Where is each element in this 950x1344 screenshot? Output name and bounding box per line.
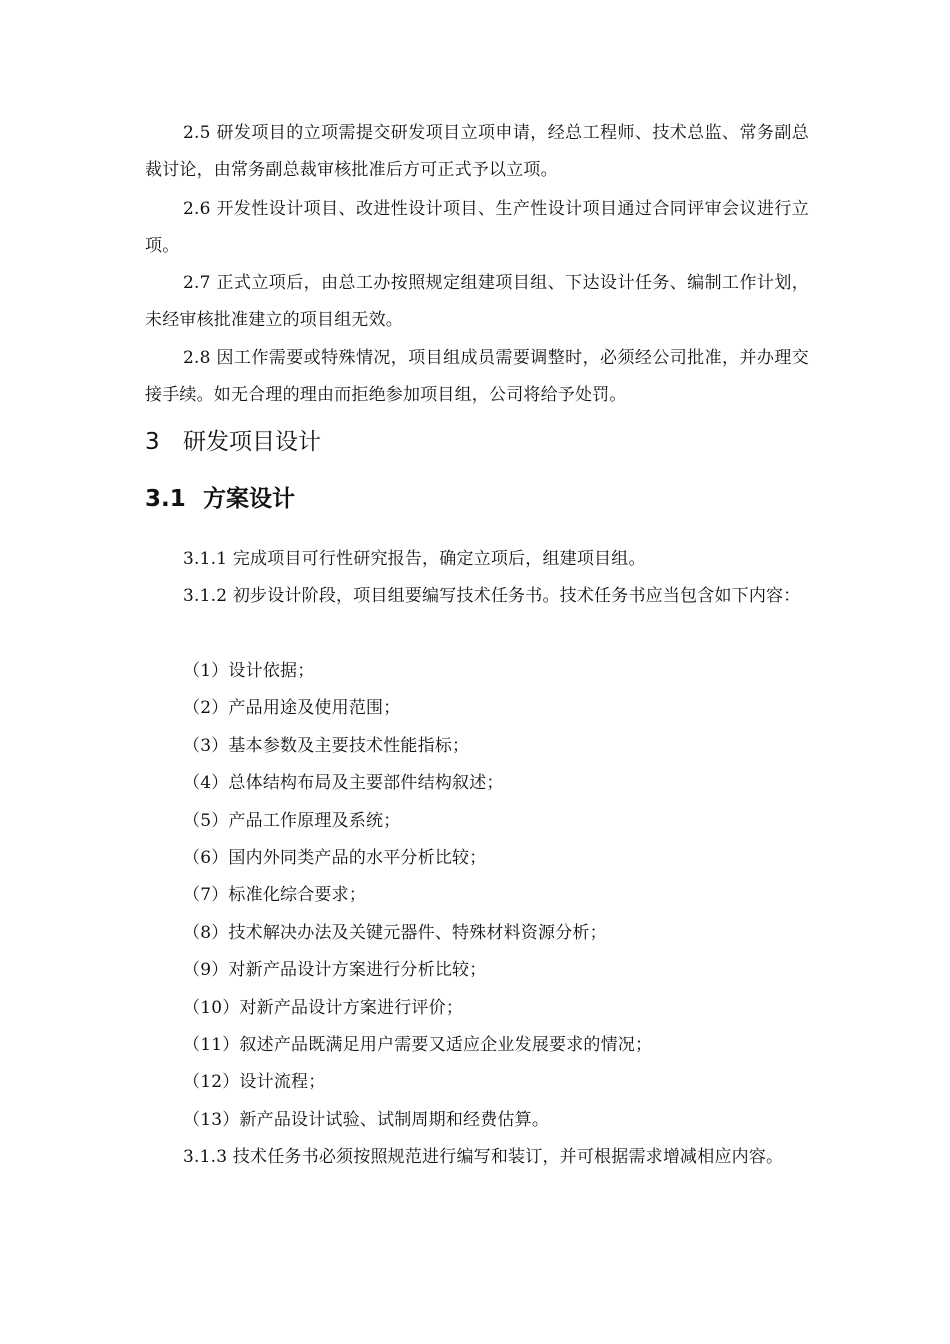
list-item: （2）产品用途及使用范围；	[183, 698, 401, 718]
paragraph-3-1-2: 3.1.2 初步设计阶段，项目组要编写技术任务书。技术任务书应当包含如下内容：	[183, 586, 801, 606]
section-3-1-number: 3.1	[145, 486, 186, 512]
list-item: （9）对新产品设计方案进行分析比较；	[183, 960, 487, 980]
section-3-title: 研发项目设计	[183, 429, 321, 455]
paragraph-2-6: 2.6 开发性设计项目、改进性设计项目、生产性设计项目通过合同评审会议进行立项。	[145, 199, 809, 256]
paragraph-2-5: 2.5 研发项目的立项需提交研发项目立项申请，经总工程师、技术总监、常务副总裁讨论，由常务副总裁审核批准后方可正式予以立项。	[145, 123, 809, 180]
list-item: （11）叙述产品既满足用户需要又适应企业发展要求的情况；	[183, 1035, 653, 1055]
list-item: （12）设计流程；	[183, 1072, 326, 1092]
paragraph-2-7: 2.7 正式立项后，由总工办按照规定组建项目组、下达设计任务、编制工作计划，未经审核批准建立的项目组无效。	[145, 273, 809, 330]
list-item: （13）新产品设计试验、试制周期和经费估算。	[183, 1110, 550, 1130]
list-item: （3）基本参数及主要技术性能指标；	[183, 736, 470, 756]
section-3-1-heading	[145, 484, 295, 514]
list-item: （8）技术解决办法及关键元器件、特殊材料资源分析；	[183, 923, 607, 943]
section-3-1-title: 方案设计	[203, 486, 295, 512]
section-3-number: 3	[145, 429, 160, 455]
section-3-heading	[145, 427, 321, 457]
paragraph-3-1-3: 3.1.3 技术任务书必须按照规范进行编写和装订，并可根据需求增减相应内容。	[183, 1147, 784, 1167]
list-item: （1）设计依据；	[183, 661, 315, 681]
list-item: （4）总体结构布局及主要部件结构叙述；	[183, 773, 504, 793]
list-item: （7）标准化综合要求；	[183, 885, 367, 905]
list-item: （10）对新产品设计方案进行评价；	[183, 998, 464, 1018]
list-item: （5）产品工作原理及系统；	[183, 811, 401, 831]
paragraph-3-1-1: 3.1.1 完成项目可行性研究报告，确定立项后，组建项目组。	[183, 549, 646, 569]
list-item: （6）国内外同类产品的水平分析比较；	[183, 848, 487, 868]
paragraph-2-8: 2.8 因工作需要或特殊情况，项目组成员需要调整时，必须经公司批准，并办理交接手续。如无合理的理由而拒绝参加项目组，公司将给予处罚。	[145, 348, 809, 405]
